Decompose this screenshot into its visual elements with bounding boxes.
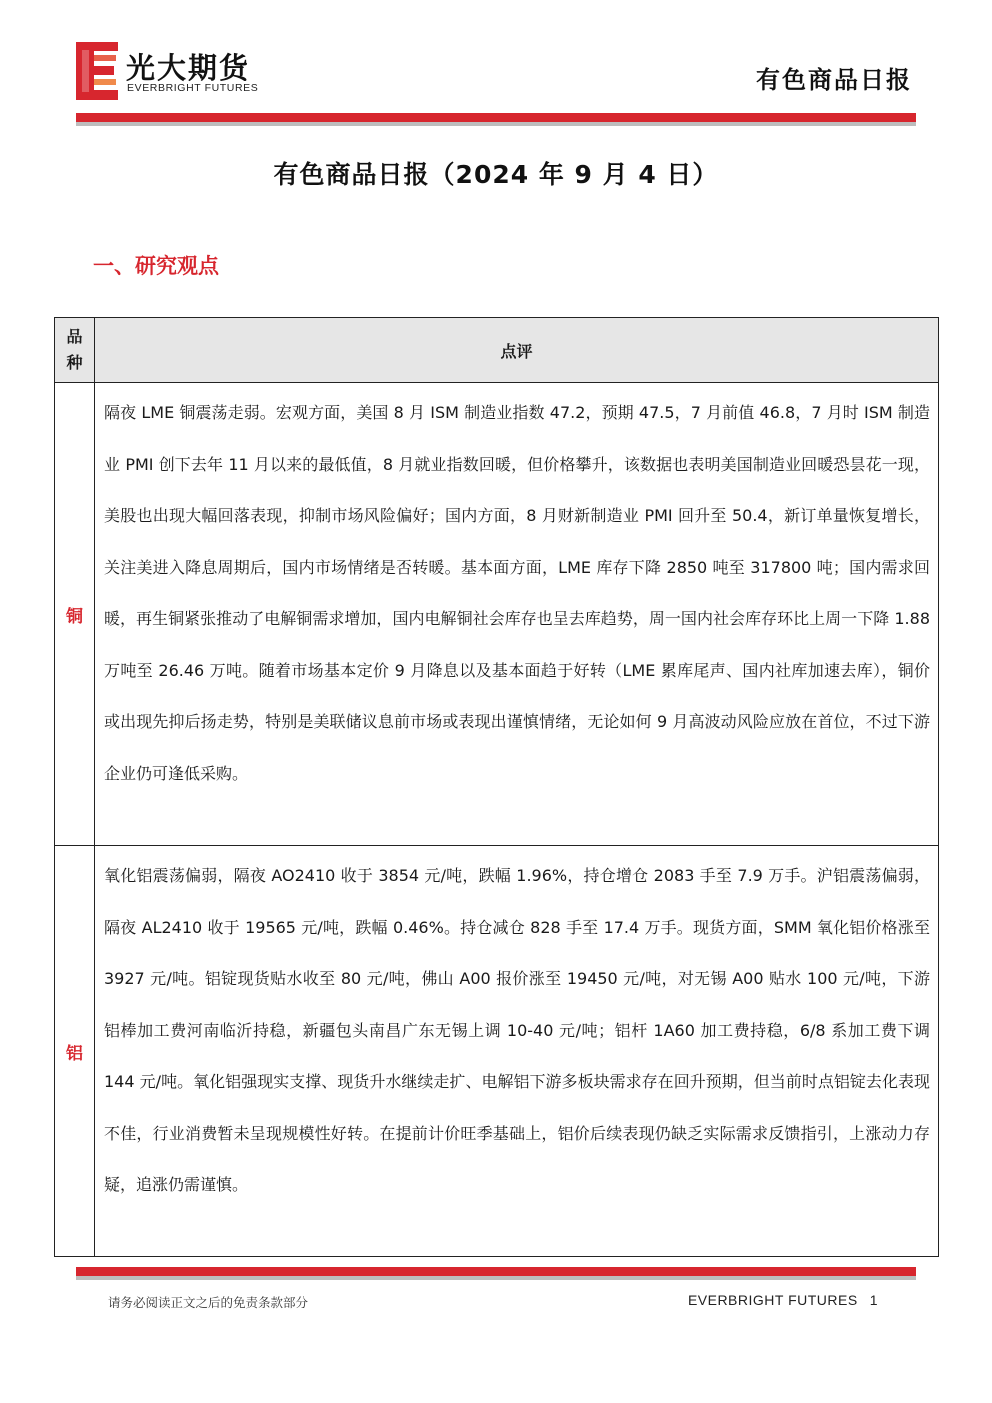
header-variety <box>55 318 95 383</box>
footer-brand-block <box>688 1292 878 1308</box>
header-report-name: 有色商品日报 <box>756 66 912 94</box>
logo-english-name: EVERBRIGHT FUTURES <box>127 82 259 94</box>
logo-chinese-name: 光大期货 <box>126 51 251 85</box>
header-variety-text: 品种 <box>66 327 83 372</box>
comment-cell-aluminum: 氧化铝震荡偏弱，隔夜 AO2410 收于 3854 元/吨，跌幅 1.96%，持仓增仓 2083 手至 7.9 万手。沪铝震荡偏弱，隔夜 AL2410 收于 19565 元/吨，跌幅 0.46%。持仓减仓 828 手至 17.4 万手。现货方面，SMM 氧化铝价格涨至 3927 元/吨。铝锭现货贴水收至 80 元/吨，佛山 A00 报价涨至 19450 元/吨，对无锡 A00 贴水 100 元/吨，下游铝棒加工费河南临沂持稳，新疆包头南昌广东无锡上调 10-40 元/吨；铝杆 1A60 加工费持稳，6/8 系加工费下调 144 元/吨。氧化铝强现实支撑、现货升水继续走扩、电解铝下游多板块需求存在回升预期，但当前时点铝锭去化表现不佳，行业消费暂未呈现规模性好转。在提前计价旺季基础上，铝价后续表现仍缺乏实际需求反馈指引，上涨动力存疑，追涨仍需谨慎。 <box>95 846 939 1257</box>
everbright-logo-icon <box>76 42 120 100</box>
header-divider <box>76 113 916 126</box>
footer-disclaimer: 请务必阅读正文之后的免责条款部分 <box>108 1295 309 1310</box>
variety-cell-aluminum: 铝 <box>55 846 95 1257</box>
footer-divider <box>76 1267 916 1280</box>
comment-cell-copper: 隔夜 LME 铜震荡走弱。宏观方面，美国 8 月 ISM 制造业指数 47.2，预期 47.5，7 月前值 46.8，7 月时 ISM 制造业 PMI 创下去年 11 月以来的最低值，8 月就业指数回暖，但价格攀升，该数据也表明美国制造业回暖恐昙花一现，美股也出现大幅回落表现，抑制市场风险偏好；国内方面，8 月财新制造业 PMI 回升至 50.4，新订单量恢复增长，关注美进入降息周期后，国内市场情绪是否转暖。基本面方面，LME 库存下降 2850 吨至 317800 吨；国内需求回暖，再生铜紧张推动了电解铜需求增加，国内电解铜社会库存也呈去库趋势，周一国内社会库存环比上周一下降 1.88 万吨至 26.46 万吨。随着市场基本定价 9 月降息以及基本面趋于好转（LME 累库尾声、国内社库加速去库），铜价或出现先抑后扬走势，特别是美联储议息前市场或表现出谨慎情绪，无论如何 9 月高波动风险应放在首位，不过下游企业仍可逢低采购。 <box>95 383 939 846</box>
section-heading: 一、研究观点 <box>93 254 219 278</box>
variety-cell-copper: 铜 <box>55 383 95 846</box>
table-row <box>55 383 939 846</box>
page-number: 1 <box>869 1292 878 1308</box>
table-header-row <box>55 318 939 383</box>
table-row <box>55 846 939 1257</box>
header-comment: 点评 <box>95 318 939 383</box>
company-logo <box>76 42 286 100</box>
commentary-table <box>54 317 939 1257</box>
footer-brand: EVERBRIGHT FUTURES <box>687 1292 858 1308</box>
document-title: 有色商品日报（2024 年 9 月 4 日） <box>273 160 719 189</box>
